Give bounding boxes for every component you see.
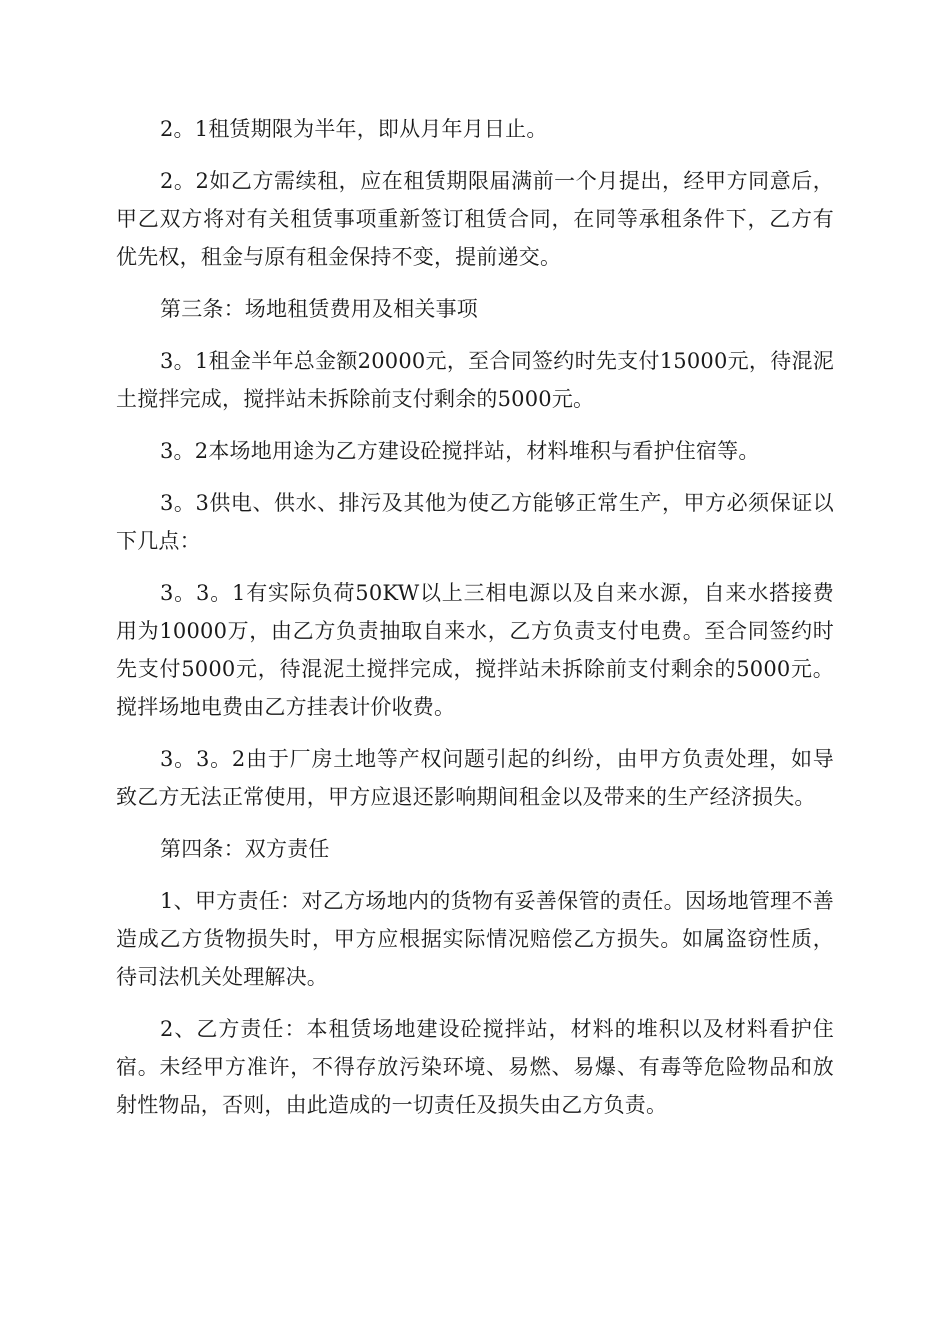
article-3-heading: 第三条：场地租赁费用及相关事项 xyxy=(160,297,478,321)
clause-3-3-1: 3。3。1有实际负荷50KW以上三相电源以及自来水源，自来水搭接费用为10000万，由乙方负责抽取自来水，乙方负责支付电费。至合同签约时先支付5000元，待混泥土搅拌完成，搅拌站未拆除前支付剩余的5000元。搅拌场地电费由乙方挂表计价收费。 xyxy=(116,581,834,719)
clause-3-2: 3。2本场地用途为乙方建设砼搅拌站，材料堆积与看护住宿等。 xyxy=(160,439,760,463)
clause-3-3: 3。3供电、供水、排污及其他为使乙方能够正常生产，甲方必须保证以下几点： xyxy=(116,491,834,553)
clause-3-3-2: 3。3。2由于厂房土地等产权问题引起的纠纷，由甲方负责处理，如导致乙方无法正常使用，甲方应退还影响期间租金以及带来的生产经济损失。 xyxy=(116,747,834,809)
clause-2-2: 2。2如乙方需续租，应在租赁期限届满前一个月提出，经甲方同意后，甲乙双方将对有关租赁事项重新签订租赁合同，在同等承租条件下，乙方有优先权，租金与原有租金保持不变，提前递交。 xyxy=(116,169,834,269)
article-4-heading: 第四条：双方责任 xyxy=(160,837,330,861)
clause-3-1: 3。1租金半年总金额20000元，至合同签约时先支付15000元，待混泥土搅拌完成，搅拌站未拆除前支付剩余的5000元。 xyxy=(116,349,834,411)
party-b-responsibility: 2、乙方责任：本租赁场地建设砼搅拌站，材料的堆积以及材料看护住宿。未经甲方准许，不得存放污染环境、易燃、易爆、有毒等危险物品和放射性物品，否则，由此造成的一切责任及损失由乙方负责。 xyxy=(116,1017,834,1117)
party-a-responsibility: 1、甲方责任：对乙方场地内的货物有妥善保管的责任。因场地管理不善造成乙方货物损失时，甲方应根据实际情况赔偿乙方损失。如属盗窃性质，待司法机关处理解决。 xyxy=(116,889,834,989)
document-body xyxy=(116,110,834,1138)
clause-2-1: 2。1租赁期限为半年，即从月年月日止。 xyxy=(160,117,548,141)
